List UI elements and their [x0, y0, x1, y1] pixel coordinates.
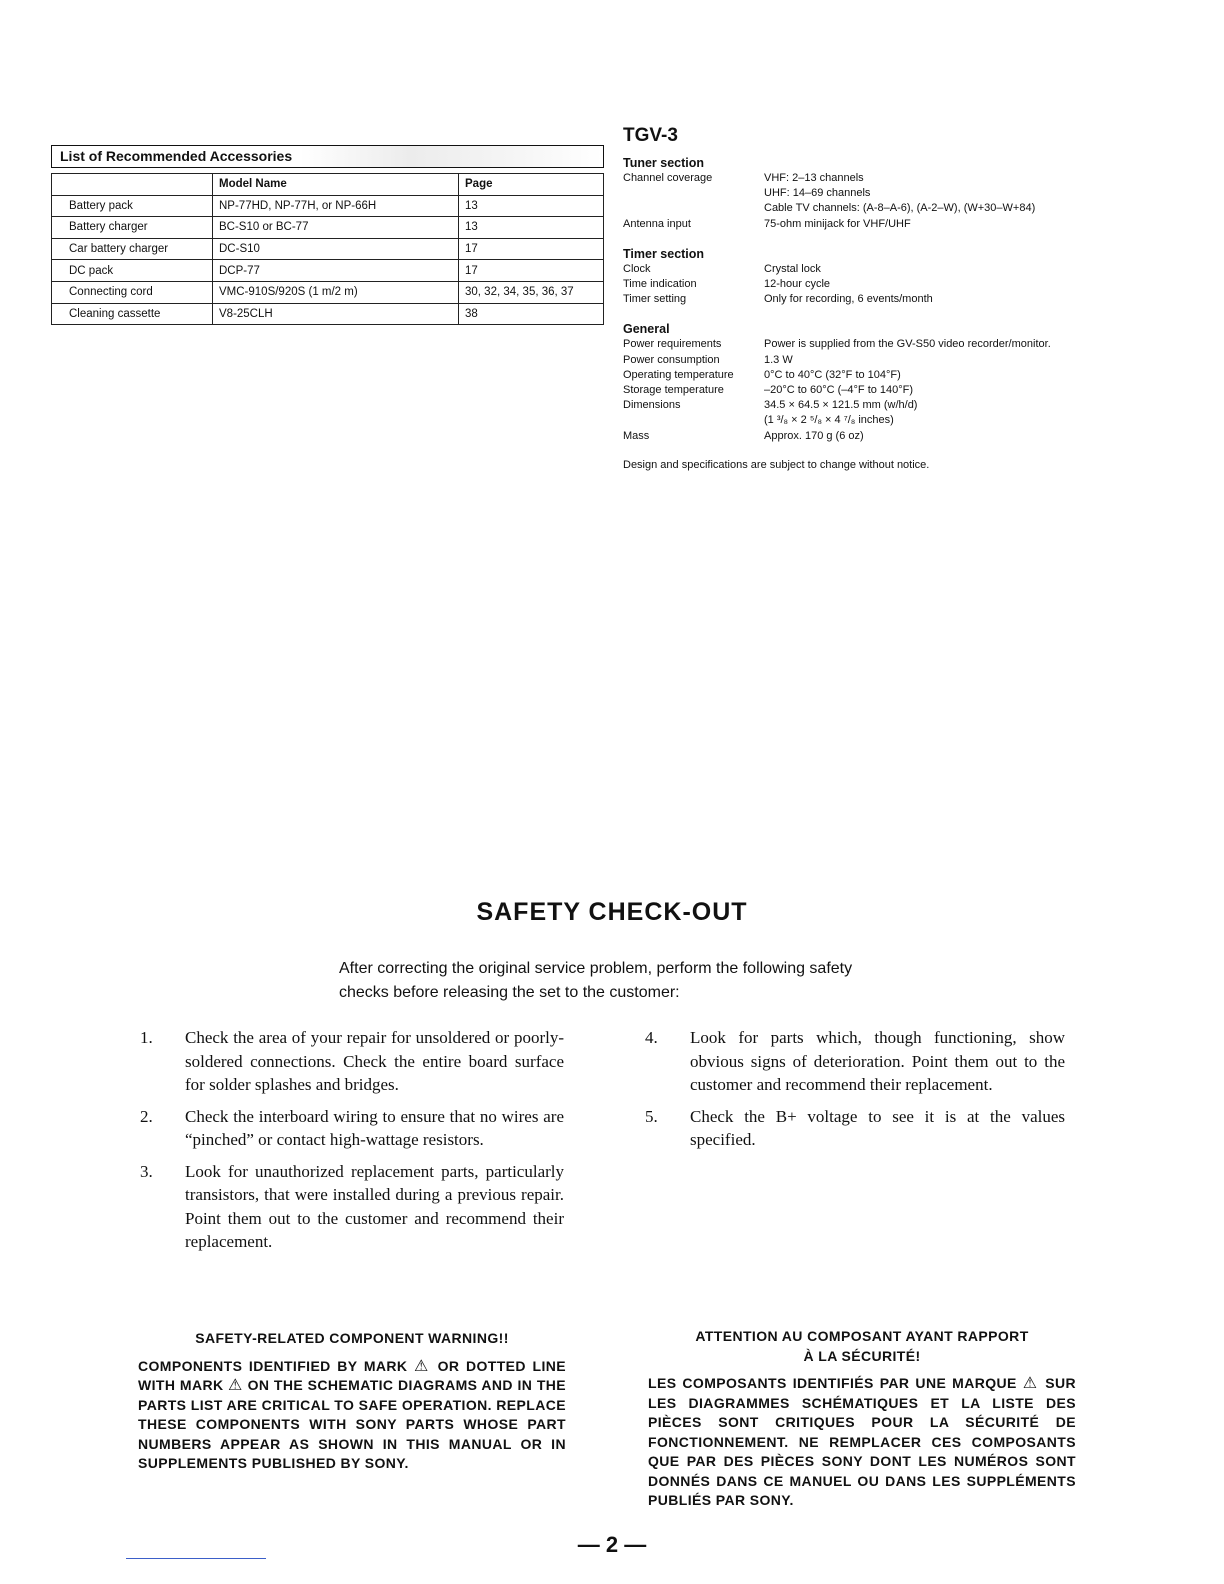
- warning-heading: SAFETY-RELATED COMPONENT WARNING!!: [195, 1330, 509, 1346]
- spec-label: Channel coverage: [623, 172, 713, 184]
- accessories-title: List of Recommended Accessories: [60, 148, 293, 164]
- cell-page: 30, 32, 34, 35, 36, 37: [459, 281, 604, 303]
- spec-value: [764, 171, 1103, 217]
- item-text: Look for parts which, though functioning, show obvious signs of deterioration. Point them out to the customer and recommend their replacement.: [690, 1028, 1065, 1094]
- general-heading: General: [623, 322, 670, 337]
- item-number: 3.: [140, 1161, 153, 1181]
- list-item: [645, 1026, 1065, 1097]
- spacer: [623, 307, 1103, 321]
- spec-row: [623, 383, 1103, 398]
- warning-text: SUR LES DIAGRAMMES SCHÉMATIQUES ET LA LISTE DES PIÈCES SONT CRITIQUES POUR LA SÉCURITÉ DE FONCTIONNEMENT. NE REMPLACER CES COMPOSANTS QUE PAR DES PIÈCES SONY DONT LES NUMÉROS SONT DONNÉS DANS CE MANUEL OU DANS LES SUPPLÉMENTS PUBLIÉS PAR SONY.: [648, 1375, 1077, 1508]
- warning-body: [648, 1374, 1076, 1511]
- warning-text: OR DOTTED LINE WITH MARK: [138, 1357, 566, 1393]
- header-model: Model Name: [213, 174, 459, 196]
- spec-label: Timer setting: [623, 293, 687, 306]
- spec-label: Power consumption: [623, 353, 720, 366]
- spec-row: [623, 353, 1103, 368]
- item-number: 1.: [140, 1028, 153, 1047]
- spec-label: Dimensions: [623, 399, 681, 412]
- spec-label: Storage temperature: [623, 384, 724, 397]
- table-row: [52, 281, 604, 303]
- cell-page: 38: [459, 303, 604, 325]
- cell-page: 17: [459, 260, 604, 282]
- spec-model-title: TGV-3: [623, 125, 678, 146]
- checks-right-column: [645, 1026, 1065, 1160]
- item-text: Check the interboard wiring to ensure that no wires are “pinched” or contact high-wattage resistors.: [185, 1106, 564, 1149]
- spec-value: –20°C to 60°C (–4°F to 140°F): [764, 384, 914, 397]
- timer-heading: Timer section: [623, 246, 705, 261]
- cell-page: 13: [459, 217, 604, 239]
- item-number: 2.: [140, 1106, 153, 1126]
- spec-value: Only for recording, 6 events/month: [764, 293, 933, 306]
- item-text: Check the B+ voltage to see it is at the values specified.: [690, 1106, 1065, 1149]
- page-number: — 2 —: [577, 1532, 647, 1557]
- spec-label: Time indication: [623, 278, 697, 291]
- cell-item: Cleaning cassette: [52, 303, 213, 325]
- spacer: [623, 232, 1103, 246]
- list-item: [140, 1026, 564, 1097]
- warning-text: ON THE SCHEMATIC DIAGRAMS AND IN THE PARTS LIST ARE CRITICAL TO SAFE OPERATION. REPLACE THESE COMPONENTS WITH SONY PARTS WHOSE PART NUMBERS APPEAR AS SHOWN IN THIS MANUAL OR IN SUPPLEMENTS PUBLISHED BY SONY.: [138, 1377, 567, 1471]
- checks-left-column: [140, 1026, 564, 1262]
- spec-label: Antenna input: [623, 217, 691, 230]
- spec-value: Approx. 170 g (6 oz): [764, 429, 864, 442]
- spec-note: Design and specifications are subject to change without notice.: [623, 458, 930, 471]
- spec-label: Clock: [623, 262, 651, 275]
- spec-row: [623, 398, 1103, 428]
- spec-row: [623, 277, 1103, 292]
- spec-value: 0°C to 40°C (32°F to 104°F): [764, 368, 901, 381]
- spec-value: 12-hour cycle: [764, 278, 831, 291]
- spec-value-line: 34.5 × 64.5 × 121.5 mm (w/h/d): [764, 399, 918, 412]
- spec-value-line: UHF: 14–69 channels: [764, 187, 871, 200]
- item-text: Check the area of your repair for unsoldered or poorly-soldered connections. Check the entire board surface for solder splashes and bridges.: [185, 1028, 564, 1094]
- spec-row: [623, 429, 1103, 444]
- warning-text: LES COMPOSANTS IDENTIFIÉS PAR UNE MARQUE: [648, 1375, 1017, 1391]
- cell-item: Connecting cord: [52, 281, 213, 303]
- cell-item: DC pack: [52, 260, 213, 282]
- spec-row: [623, 262, 1103, 277]
- list-item: [140, 1105, 564, 1152]
- spec-row: [623, 337, 1103, 352]
- spec-row: [623, 292, 1103, 307]
- spec-value: Crystal lock: [764, 262, 821, 275]
- spec-block: [623, 123, 1103, 473]
- cell-model: DCP-77: [213, 260, 459, 282]
- safety-title: SAFETY CHECK-OUT: [476, 898, 748, 926]
- warning-french: [648, 1327, 1076, 1511]
- table-row: [52, 260, 604, 282]
- cell-model: NP-77HD, NP-77H, or NP-66H: [213, 195, 459, 217]
- spec-row: [623, 171, 1103, 217]
- cell-model: V8-25CLH: [213, 303, 459, 325]
- spec-value: 1.3 W: [764, 353, 793, 366]
- spec-row: [623, 368, 1103, 383]
- table-header-row: [52, 174, 604, 196]
- tuner-heading: Tuner section: [623, 156, 705, 170]
- accessories-table: [51, 173, 604, 325]
- cell-page: 13: [459, 195, 604, 217]
- table-row: [52, 217, 604, 239]
- caution-triangle-icon: ⚠: [228, 1377, 244, 1394]
- spec-value-line: (1 ³/₈ × 2 ⁵/₈ × 4 ⁷/₈ inches): [764, 414, 894, 427]
- spec-row: [623, 217, 1103, 232]
- accessories-title-bar: [51, 145, 604, 168]
- warning-heading: À LA SÉCURITÉ!: [803, 1347, 921, 1364]
- spec-value-line: Cable TV channels: (A-8–A-6), (A-2–W), (W+30–W+84): [764, 202, 1036, 215]
- spec-label: Mass: [623, 429, 650, 442]
- item-text: Look for unauthorized replacement parts, particularly transistors, that were installed during a previous repair. Point them out to the customer and recommend their replacement.: [185, 1161, 564, 1251]
- safety-intro: After correcting the original service problem, perform the following safety checks before releasing the set to the customer:: [339, 960, 853, 1001]
- spec-value-line: VHF: 2–13 channels: [764, 172, 864, 184]
- footer-rule: [126, 1558, 266, 1559]
- item-number: 4.: [645, 1028, 658, 1047]
- warning-english: [138, 1329, 566, 1474]
- spec-label: Power requirements: [623, 338, 722, 351]
- cell-model: DC-S10: [213, 238, 459, 260]
- spec-value: 75-ohm minijack for VHF/UHF: [764, 217, 911, 230]
- table-row: [52, 303, 604, 325]
- list-item: [645, 1105, 1065, 1152]
- header-page: Page: [459, 174, 604, 196]
- warning-text: COMPONENTS IDENTIFIED BY MARK: [138, 1357, 408, 1374]
- cell-model: VMC-910S/920S (1 m/2 m): [213, 281, 459, 303]
- warning-body: [138, 1357, 566, 1474]
- spec-value: Power is supplied from the GV-S50 video recorder/monitor.: [764, 338, 1051, 351]
- item-number: 5.: [645, 1106, 658, 1126]
- table-row: [52, 238, 604, 260]
- cell-item: Car battery charger: [52, 238, 213, 260]
- cell-item: Battery pack: [52, 195, 213, 217]
- warning-heading: ATTENTION AU COMPOSANT AYANT RAPPORT: [695, 1328, 1029, 1344]
- table-row: [52, 195, 604, 217]
- header-item: [52, 174, 213, 196]
- cell-page: 17: [459, 238, 604, 260]
- list-item: [140, 1160, 564, 1254]
- cell-model: BC-S10 or BC-77: [213, 217, 459, 239]
- cell-item: Battery charger: [52, 217, 213, 239]
- spec-value: [764, 398, 1103, 428]
- caution-triangle-icon: ⚠: [1022, 1375, 1040, 1392]
- caution-triangle-icon: ⚠: [414, 1357, 432, 1375]
- spec-label: Operating temperature: [623, 368, 734, 381]
